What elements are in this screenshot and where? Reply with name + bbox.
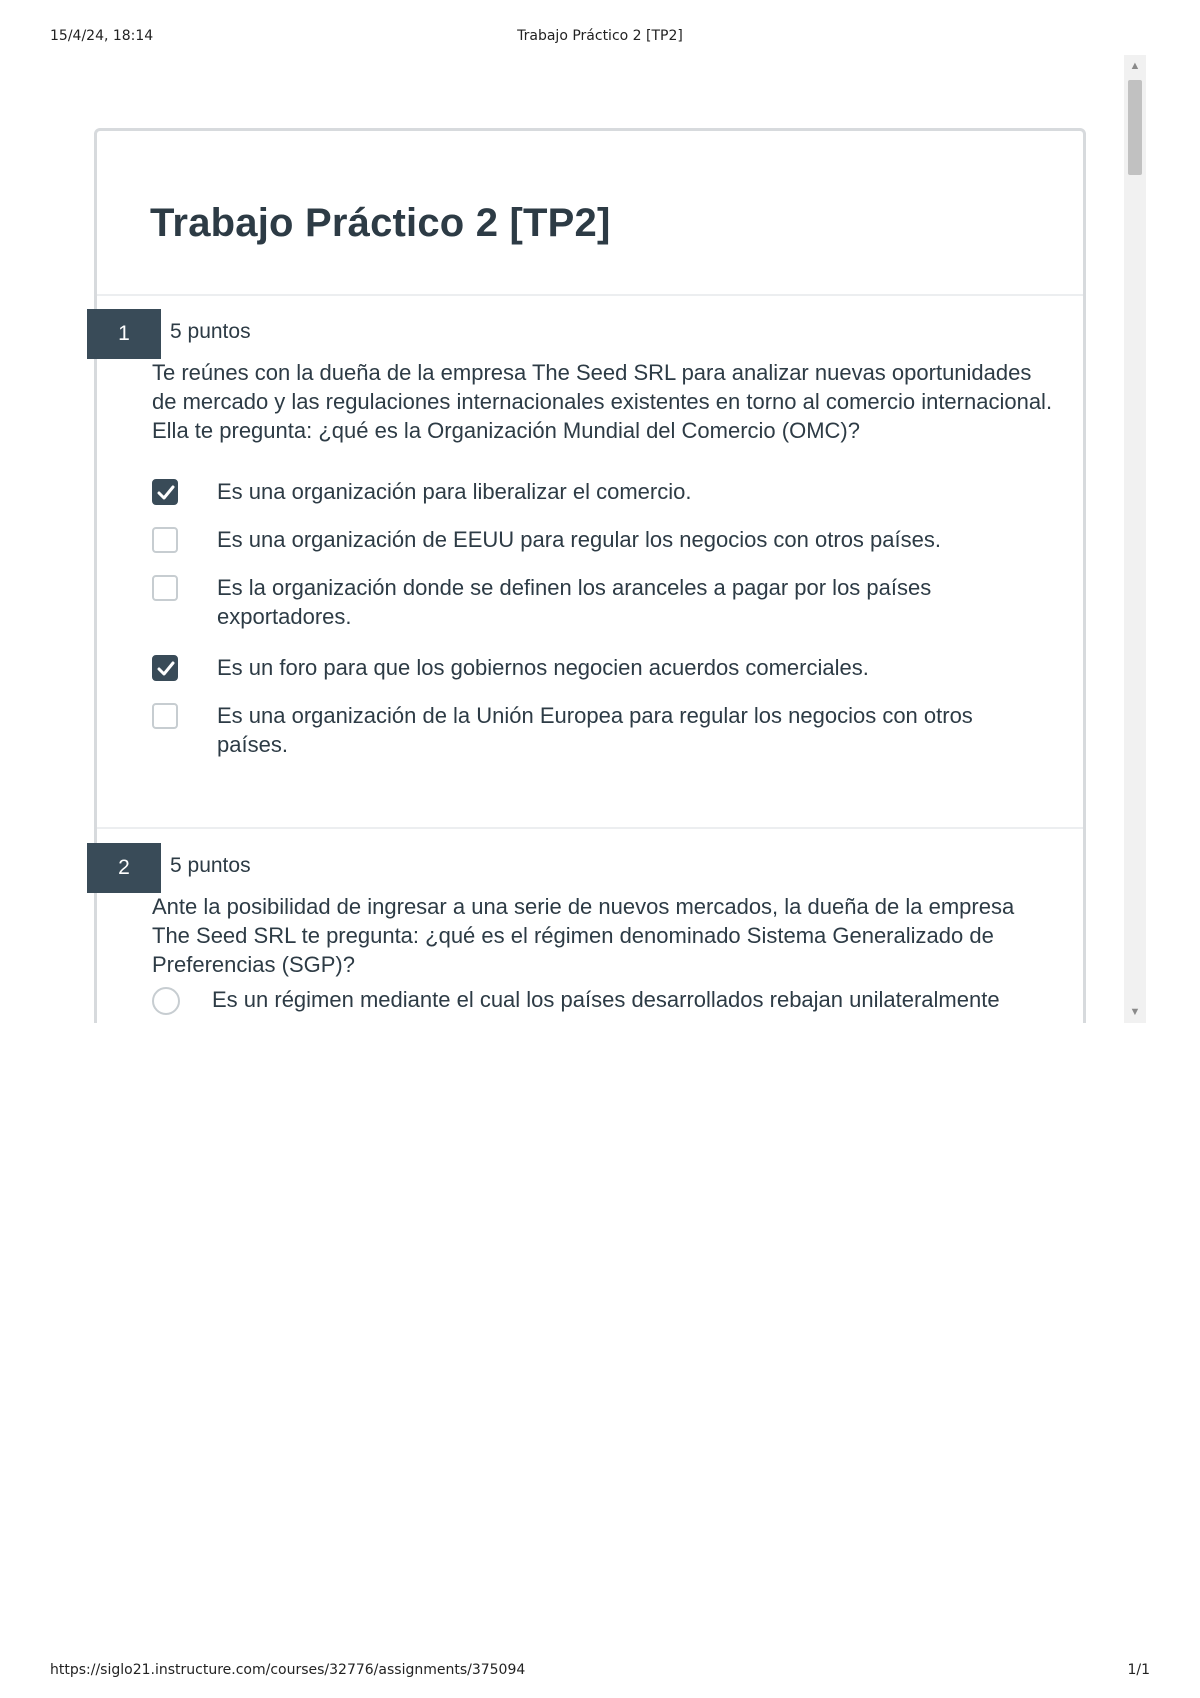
scrollbar-thumb[interactable] [1128,80,1142,175]
question-text: Te reúnes con la dueña de la empresa The Seed SRL para analizar nuevas oportunidades de mercado y las regulaciones internacionales existentes en torno al comercio internacional. Ella te pregunta: ¿qué es la Organización Mundial del Comercio (OMC)? [152,360,1053,443]
answer-checkbox[interactable] [152,527,178,553]
check-icon [157,661,175,677]
divider [97,827,1083,829]
question-points: 5 puntos [170,854,251,877]
question-points: 5 puntos [170,320,251,343]
print-footer [50,1662,1150,1682]
answer-label: Es un régimen mediante el cual los países desarrollados rebajan unilateralmente [212,987,1000,1012]
question-number-badge: 2 [87,843,161,893]
answer-label: Es un foro para que los gobiernos negocien acuerdos comerciales. [217,655,869,680]
answer-checkbox[interactable] [152,703,178,729]
quiz-card [94,128,1086,1023]
answer-checkbox-checked[interactable] [152,479,178,505]
question-text: Ante la posibilidad de ingresar a una serie de nuevos mercados, la dueña de la empresa The Seed SRL te pregunta: ¿qué es el régimen denominado Sistema Generalizado de Preferencias (SGP)? [152,894,1015,977]
question-number-badge: 1 [87,309,161,359]
answer-label: Es una organización de la Unión Europea para regular los negocios con otros países. [217,703,973,757]
quiz-viewport [84,55,1150,1023]
quiz-title: Trabajo Práctico 2 [TP2] [150,201,611,245]
print-header [50,28,1150,48]
scroll-down-arrow-icon[interactable]: ▼ [1129,1006,1141,1018]
answer-label: Es una organización de EEUU para regular los negocios con otros países. [217,527,941,552]
answer-checkbox[interactable] [152,575,178,601]
answer-radio[interactable] [152,987,180,1015]
answer-label: Es una organización para liberalizar el comercio. [217,479,692,504]
print-url: https://siglo21.instructure.com/courses/32776/assignments/375094 [50,1662,526,1678]
check-icon [157,485,175,501]
divider [97,294,1083,296]
answer-checkbox-checked[interactable] [152,655,178,681]
scrollbar[interactable] [1124,55,1146,1023]
print-page-number: 1/1 [1127,1662,1150,1678]
print-date: 15/4/24, 18:14 [50,28,154,44]
scroll-up-arrow-icon[interactable]: ▲ [1129,60,1141,72]
answer-label: Es la organización donde se definen los aranceles a pagar por los países exportadores. [217,575,932,629]
print-document-title: Trabajo Práctico 2 [TP2] [517,28,683,44]
